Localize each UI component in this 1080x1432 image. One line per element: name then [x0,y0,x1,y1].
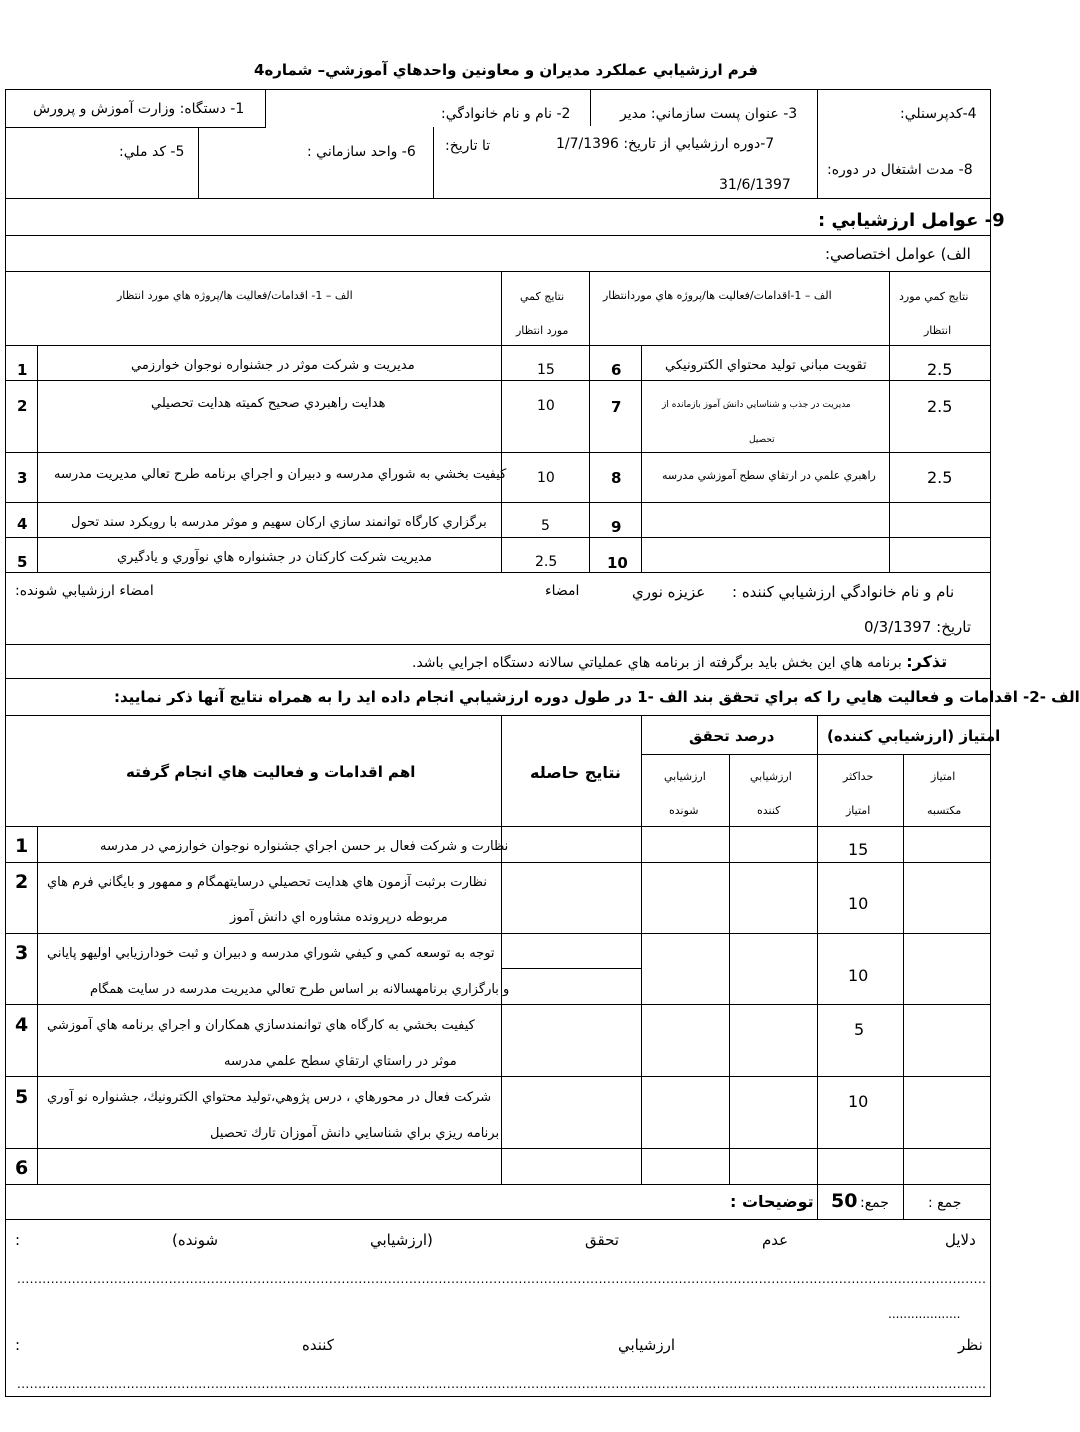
action-line-2: برنامه ريزي براي شناسايي دانش آموزان تارك تحصيل [210,1126,500,1141]
expected-value: 10 [537,398,555,414]
reasons-word: (ارزشيابي [370,1231,433,1249]
opinion-word: ارزشيابي [618,1336,675,1354]
grid-line [5,1396,991,1397]
row-number: 4 [17,515,28,533]
grid-line [5,198,991,199]
grid-line [5,271,991,272]
expected-action: مديريت و شركت موثر در جشنواره نوجوان خوارزمي [131,358,415,373]
expected-action: مديريت شركت كاركنان در جشنواره هاي نوآوري و يادگيري [117,550,432,565]
grid-line [5,89,991,90]
grid-line [5,127,265,128]
evaluator-name-value: عزيزه نوري [632,583,706,601]
grid-line [5,1148,991,1149]
evaluatee-sign: امضاء ارزشيابي شونده: [15,583,154,599]
right-qty-header-2: انتظار [924,324,952,337]
grid-line [5,572,991,573]
sum-label: جمع: [860,1195,889,1211]
grid-line [501,271,502,572]
national-code-field: 5- كد ملي: [119,144,185,160]
grid-line [641,754,991,755]
row-number: 4 [15,1014,29,1036]
evaluator-sign: امضاء [545,583,580,599]
note-label: تذكر: [906,652,948,671]
grid-line [589,271,590,572]
row-number: 3 [17,469,28,487]
expected-action-right-line2: تحصيل [749,435,775,445]
action-line: شركت فعال در محورهاي ، درس پژوهي،توليد محتواي الكترونيك، جشنواره نو آوري [47,1090,492,1105]
evaluator-pct-header-2: كننده [757,804,781,817]
expected-value-right: 2.5 [927,360,953,379]
explanations-label: توضيحات : [730,1192,814,1211]
name-field: 2- نام و نام خانوادگي: [441,106,571,122]
period-end-date: 31/6/1397 [719,177,791,193]
grid-line [641,715,642,1184]
grid-line [5,1184,991,1185]
expected-value-right: 2.5 [927,397,953,416]
expected-value: 5 [541,518,550,534]
grid-line [501,968,641,969]
results-header: نتايج حاصله [530,763,621,782]
grid-line [5,380,991,381]
row-number: 3 [15,942,29,964]
row-number: 10 [607,554,628,572]
score-header: امتياز (ارزشيابي كننده) [827,727,1001,745]
row-number: 5 [15,1086,29,1108]
grid-line [5,933,991,934]
evaluatee-pct-header: ارزشيابي [664,770,706,783]
row-number: 1 [17,361,28,379]
grid-line [590,89,591,126]
personnel-code-field: 4-كدپرسنلي: [900,106,977,122]
position-field: 3- عنوان پست سازماني: مدير [620,106,798,122]
agency-field: 1- دستگاه: وزارت آموزش و پرورش [33,101,245,117]
grid-line [5,235,991,236]
action-line: توجه به توسعه كمي و كيفي شوراي مدرسه و دبيران و ثبت خودارزيابي اوليهو پاياني [47,946,495,961]
expected-action: برگزاري كارگاه توانمند سازي اركان سهيم و موثر مدرسه با رويكرد سند تحول [71,515,487,530]
action-line: كيفيت بخشي به كارگاه هاي توانمندسازي همكاران و اجراي برنامه هاي آموزشي [47,1018,475,1033]
org-unit-field: 6- واحد سازماني : [307,144,416,160]
row-number: 2 [17,397,28,415]
employment-field: 8- مدت اشتغال در دوره: [827,162,973,178]
grid-line [729,754,730,1184]
grid-line [5,502,991,503]
grid-line [5,345,991,346]
max-score-value: 15 [848,840,869,859]
action-line: نظارت برثبت آزمون هاي هدايت تحصيلي درسايتهمگام و ممهور و بايگاني فرم هاي [47,875,487,890]
max-score-value: 10 [848,966,869,985]
grid-line [501,715,502,1184]
action-line-2: مربوطه درپرونده مشاوره اي دانش آموز [230,910,448,925]
expected-value-right: 2.5 [927,468,953,487]
grid-line [198,127,199,198]
max-score-value: 10 [848,894,869,913]
grid-line [5,644,991,645]
grid-line [817,89,818,198]
row-number: 5 [17,553,28,571]
row-number: 6 [15,1157,29,1179]
reasons-word: تحقق [585,1231,619,1249]
grid-line [5,862,991,863]
dotted-line: ................... [888,1307,961,1321]
expected-qty-header: نتايج كمي [520,290,565,303]
row-number: 6 [611,361,622,379]
factors-subheading: الف) عوامل اختصاصي: [825,245,971,263]
action-line: نظارت و شركت فعال بر حسن اجراي جشنواره نوجوان خوارزمي در مدرسه [100,839,509,854]
dotted-line: ...................................................................................................................................................................................................................................... [17,1377,987,1391]
note [412,652,947,671]
row-number: 1 [15,835,29,857]
row-number: 7 [611,398,622,416]
right-qty-header: نتايج كمي مورد [899,290,969,303]
grid-line [5,826,991,827]
sum-value: 50 [831,1190,858,1212]
reasons-word: شونده) [172,1231,219,1249]
sum-label-2: جمع : [928,1195,962,1211]
opinion-word: نظر [958,1336,983,1354]
percent-header: درصد تحقق [689,727,775,745]
evaluatee-pct-header-2: شونده [669,804,699,817]
expected-action: هدايت راهبردي صحيح كميته هدايت تحصيلي [151,396,386,411]
row-number: 8 [611,469,622,487]
opinion-colon: : [15,1336,21,1354]
actions-header: اهم اقدامات و فعاليت هاي انجام گرفته [126,763,416,781]
page-title: فرم ارزشيابي عملكرد مديران و معاونين واحدهاي آموزشي– شماره4 [254,61,758,79]
grid-line [37,345,38,572]
grid-line [5,1004,991,1005]
opinion-word: كننده [302,1336,334,1354]
grid-line [5,1076,991,1077]
earned-score-header: امتياز [931,770,956,783]
note-text: برنامه هاي اين بخش بايد برگرفته از برنامه هاي عملياتي سالانه دستگاه اجرايي باشد. [412,655,907,671]
grid-line [433,127,434,198]
period-to-field: تا تاريخ: [445,138,491,154]
grid-line [817,715,818,1219]
grid-line [641,345,642,572]
max-score-header: حداكثر [843,770,874,783]
grid-line [5,452,991,453]
row-number: 2 [15,871,29,893]
expected-action-right: تقويت مباني توليد محتواي الكترونيكي [665,358,867,373]
section2-title: الف -2- اقدامات و فعاليت هايي را كه براي تحقق بند الف -1 در طول دوره ارزشيابي انجام داده ايد را به همراه نتايج آنها ذكر نماييد: [114,688,1080,706]
expected-action: كيفيت بخشي به شوراي مدرسه و دبيران و اجراي برنامه طرح تعالي مديريت مدرسه [54,467,507,482]
reasons-colon: : [15,1231,21,1249]
expected-actions-header: الف – 1- اقدامات/فعاليت ها/پروژه هاي مورد انتظار [117,289,353,302]
grid-line [265,89,266,128]
max-score-value: 5 [854,1020,865,1039]
grid-line [37,826,38,1184]
expected-actions-header-right: الف – 1-اقدامات/فعاليت ها/پروژه هاي موردانتظار [603,289,832,302]
expected-qty-header-2: مورد انتظار [516,324,569,337]
grid-line [5,678,991,679]
factors-heading: 9- عوامل ارزشيابي : [818,210,1005,231]
expected-value: 10 [537,470,555,486]
evaluator-pct-header: ارزشيابي [750,770,792,783]
grid-line [889,271,890,572]
period-from-field: 7-دوره ارزشيابي از تاريخ: 1/7/1396 [556,136,775,152]
grid-line [5,89,6,1396]
evaluator-name-label: نام و نام خانوادگي ارزشيابي كننده : [732,583,955,601]
max-score-value: 10 [848,1092,869,1111]
expected-value: 15 [537,362,555,378]
expected-value: 2.5 [535,554,558,570]
grid-line [5,537,991,538]
max-score-header-2: امتياز [846,804,871,817]
grid-line [5,715,991,716]
action-line-2: موثر در راستاي ارتقاي سطح علمي مدرسه [224,1054,457,1069]
grid-line [903,754,904,1219]
grid-line [5,1219,991,1220]
expected-action-right: مديريت در جذب و شناسايي دانش آموز بازمانده از [662,400,851,410]
dotted-line: ...................................................................................................................................................................................................................................... [17,1272,987,1286]
expected-action-right: راهبري علمي در ارتقاي سطح آموزشي مدرسه [662,469,876,482]
row-number: 9 [611,518,622,536]
earned-score-header-2: مكتسبه [927,804,962,817]
action-line-2: و بارگزاري برنامهسالانه بر اساس طرح تعالي مديريت مدرسه در سايت همگام [90,982,510,997]
reasons-word: عدم [762,1231,789,1249]
evaluation-date: تاريخ: 0/3/1397 [864,618,972,636]
reasons-word: دلايل [945,1231,976,1249]
